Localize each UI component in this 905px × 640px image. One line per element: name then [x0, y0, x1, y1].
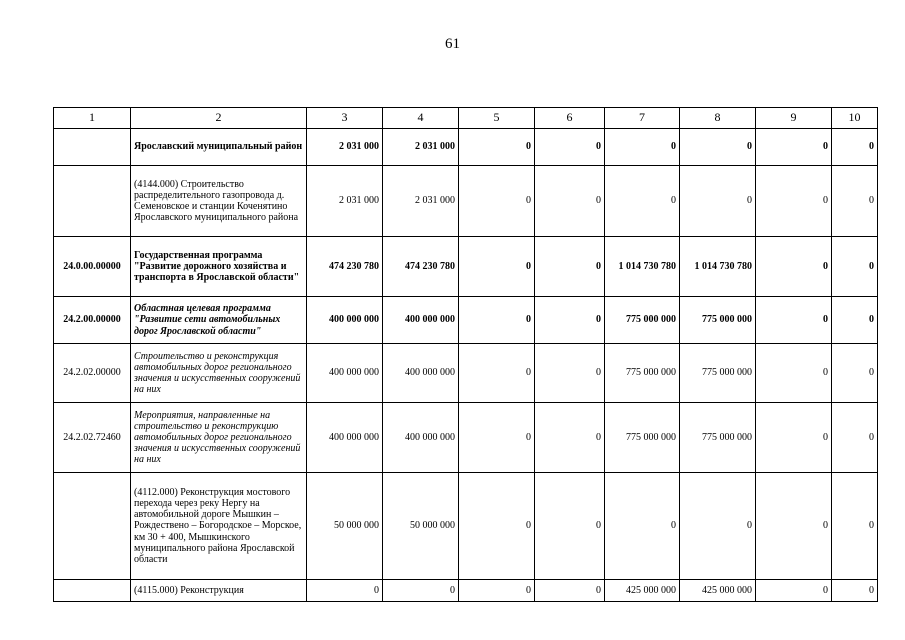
table-row: [54, 166, 878, 237]
row-value: 1 014 730 780: [680, 237, 756, 297]
column-header: 2: [131, 108, 307, 129]
row-value: 50 000 000: [307, 473, 383, 580]
row-value: 0: [535, 129, 605, 166]
row-value: 1 014 730 780: [605, 237, 680, 297]
row-value: 0: [459, 237, 535, 297]
row-value: 775 000 000: [680, 403, 756, 473]
row-value: 0: [756, 473, 832, 580]
row-value: 0: [535, 473, 605, 580]
row-value: 0: [459, 297, 535, 344]
table-row: [54, 473, 878, 580]
row-value: 0: [832, 129, 878, 166]
row-name: (4115.000) Реконструкция: [131, 580, 307, 602]
row-name: Мероприятия, направленные на строительство и реконструкцию автомобильных дорог регионального значения и искусственных сооружений на них: [131, 403, 307, 473]
row-name: Строительство и реконструкция автомобильных дорог регионального значения и искусственных сооружений на них: [131, 344, 307, 403]
header-row: [54, 108, 878, 129]
row-value: 775 000 000: [605, 344, 680, 403]
row-value: 0: [832, 166, 878, 237]
row-value: 0: [756, 166, 832, 237]
row-code: 24.2.02.00000: [54, 344, 131, 403]
row-name: Ярославский муниципальный район: [131, 129, 307, 166]
row-value: 50 000 000: [383, 473, 459, 580]
row-code: [54, 580, 131, 602]
row-value: 0: [383, 580, 459, 602]
row-value: 0: [680, 473, 756, 580]
row-value: 775 000 000: [605, 297, 680, 344]
row-value: 0: [756, 580, 832, 602]
row-value: 425 000 000: [680, 580, 756, 602]
row-value: 474 230 780: [307, 237, 383, 297]
column-header: 1: [54, 108, 131, 129]
row-value: 2 031 000: [383, 166, 459, 237]
row-value: 0: [832, 403, 878, 473]
table-row: [54, 344, 878, 403]
table-row: [54, 580, 878, 602]
row-value: 400 000 000: [383, 344, 459, 403]
row-value: 0: [459, 580, 535, 602]
table-row: [54, 297, 878, 344]
row-name: (4144.000) Строительство распределительного газопровода д. Семеновское и станции Коченятино Ярославского муниципального района: [131, 166, 307, 237]
row-value: 775 000 000: [680, 344, 756, 403]
row-value: 775 000 000: [680, 297, 756, 344]
row-value: 775 000 000: [605, 403, 680, 473]
row-code: 24.2.02.72460: [54, 403, 131, 473]
row-value: 0: [832, 473, 878, 580]
column-header: 6: [535, 108, 605, 129]
column-header: 8: [680, 108, 756, 129]
row-value: 400 000 000: [307, 297, 383, 344]
row-value: 0: [535, 166, 605, 237]
row-value: 0: [535, 403, 605, 473]
row-value: 0: [605, 129, 680, 166]
row-value: 474 230 780: [383, 237, 459, 297]
row-name: Государственная программа "Развитие дорожного хозяйства и транспорта в Ярославской области": [131, 237, 307, 297]
row-value: 0: [459, 403, 535, 473]
page-number: 61: [445, 36, 460, 52]
column-header: 9: [756, 108, 832, 129]
row-value: 0: [832, 344, 878, 403]
row-value: 400 000 000: [383, 403, 459, 473]
row-value: 0: [535, 580, 605, 602]
column-header: 10: [832, 108, 878, 129]
table-row: [54, 403, 878, 473]
row-code: 24.2.00.00000: [54, 297, 131, 344]
column-header: 5: [459, 108, 535, 129]
row-code: [54, 129, 131, 166]
row-value: 2 031 000: [307, 166, 383, 237]
table-row: [54, 129, 878, 166]
budget-table: [53, 107, 878, 602]
row-value: 0: [307, 580, 383, 602]
row-code: [54, 473, 131, 580]
row-value: 0: [832, 580, 878, 602]
row-value: 0: [459, 166, 535, 237]
row-value: 0: [459, 473, 535, 580]
row-name: (4112.000) Реконструкция мостового перехода через реку Нергу на автомобильной дороге Мышкин – Рождествено – Богородское – Морское, км 30 + 400, Мышкинского муниципального района Ярославской области: [131, 473, 307, 580]
row-code: 24.0.00.00000: [54, 237, 131, 297]
table-row: [54, 237, 878, 297]
row-value: 400 000 000: [307, 344, 383, 403]
row-name: Областная целевая программа "Развитие сети автомобильных дорог Ярославской области": [131, 297, 307, 344]
row-value: 0: [605, 166, 680, 237]
row-value: 0: [832, 237, 878, 297]
row-value: 0: [459, 344, 535, 403]
row-value: 400 000 000: [383, 297, 459, 344]
column-header: 3: [307, 108, 383, 129]
row-value: 0: [832, 297, 878, 344]
row-value: 400 000 000: [307, 403, 383, 473]
row-value: 0: [605, 473, 680, 580]
row-value: 0: [680, 129, 756, 166]
row-value: 0: [756, 403, 832, 473]
row-value: 0: [535, 237, 605, 297]
row-value: 0: [535, 297, 605, 344]
row-value: 0: [459, 129, 535, 166]
row-value: 2 031 000: [383, 129, 459, 166]
row-value: 0: [756, 129, 832, 166]
row-value: 0: [756, 237, 832, 297]
column-header: 7: [605, 108, 680, 129]
row-value: 425 000 000: [605, 580, 680, 602]
row-value: 0: [535, 344, 605, 403]
row-value: 0: [756, 344, 832, 403]
row-value: 0: [756, 297, 832, 344]
column-header: 4: [383, 108, 459, 129]
row-value: 2 031 000: [307, 129, 383, 166]
row-value: 0: [680, 166, 756, 237]
row-code: [54, 166, 131, 237]
